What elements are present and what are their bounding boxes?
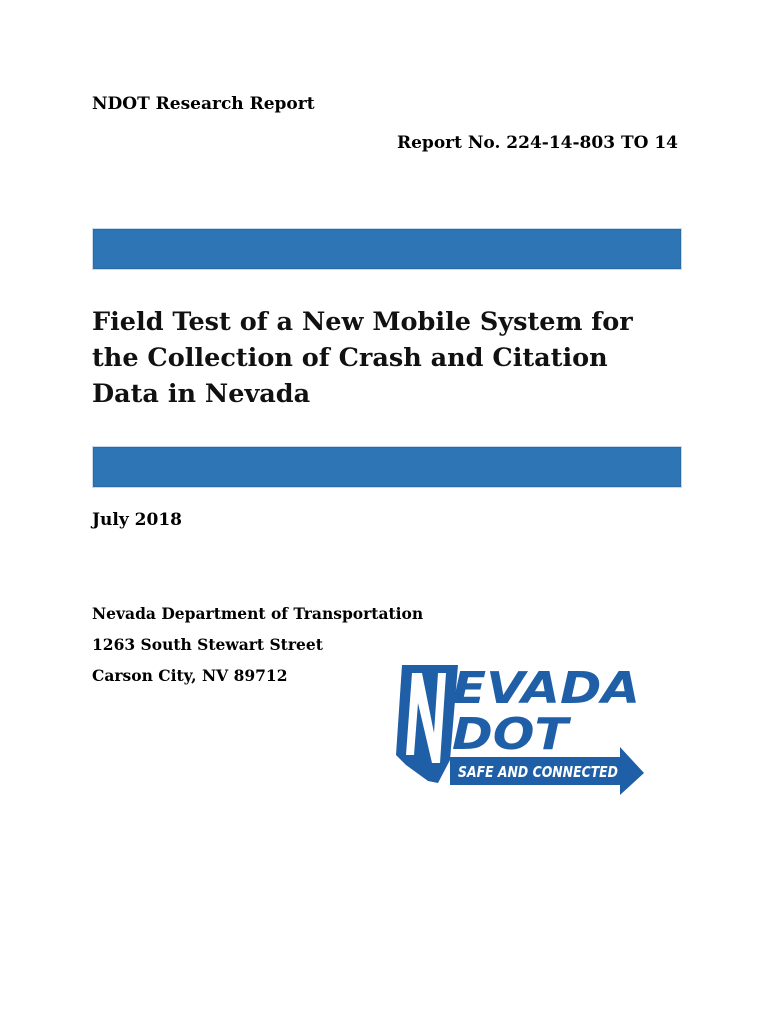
title-band-bottom	[92, 446, 682, 488]
title-band-top	[92, 228, 682, 270]
document-title: Field Test of a New Mobile System for the Collection of Crash and Citation Data in Nevada	[92, 307, 633, 409]
logo-word-dot: DOT	[452, 709, 572, 760]
nevada-dot-logo	[388, 655, 646, 795]
logo-tagline: SAFE AND CONNECTED	[458, 763, 618, 781]
publication-date: July 2018	[92, 510, 182, 530]
nevada-dot-logo-graphic	[388, 655, 646, 795]
address-city: Carson City, NV 89712	[92, 666, 288, 685]
address-street: 1263 South Stewart Street	[92, 635, 323, 654]
report-number: Report No. 224-14-803 TO 14	[396, 133, 678, 153]
logo-word-evada: EVADA	[452, 663, 640, 714]
address-organization: Nevada Department of Transportation	[92, 604, 424, 623]
report-series-label: NDOT Research Report	[92, 94, 315, 114]
